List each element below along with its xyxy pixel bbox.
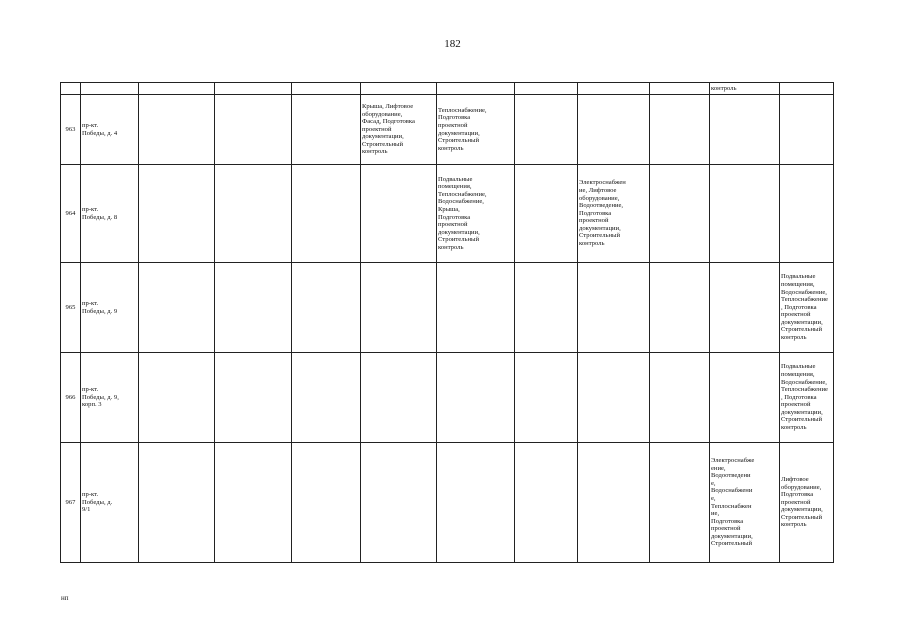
work-cell <box>578 263 650 353</box>
address-cell: пр-кт. Победы, д. 4 <box>81 95 139 165</box>
address-cell: пр-кт. Победы, д. 8 <box>81 165 139 263</box>
work-cell <box>710 263 780 353</box>
repair-schedule-table <box>60 82 834 563</box>
work-cell <box>578 353 650 443</box>
row-number: 963 <box>61 95 81 165</box>
row-number: 965 <box>61 263 81 353</box>
work-cell <box>578 95 650 165</box>
work-cell <box>437 443 515 563</box>
table-row <box>61 443 834 563</box>
work-cell: Подвальные помещения, Теплоснабжение, Водоснабжение, Крыша, Подготовка проектной документации, Строительный контроль <box>437 165 515 263</box>
work-cell: Лифтовое оборудование, Подготовка проектной документации, Строительный контроль <box>780 443 834 563</box>
continuation-cell: контроль <box>710 83 780 95</box>
work-cell <box>780 95 834 165</box>
work-cell <box>710 165 780 263</box>
work-cell <box>780 165 834 263</box>
work-cell: Электроснабжен ие, Лифтовое оборудование, Водоотведение, Подготовка проектной документации, Строительный контроль <box>578 165 650 263</box>
work-cell <box>361 443 437 563</box>
work-cell <box>710 353 780 443</box>
work-cell <box>361 353 437 443</box>
work-cell: Теплоснабжение, Подготовка проектной документации, Строительный контроль <box>437 95 515 165</box>
work-cell <box>710 95 780 165</box>
table-row <box>61 263 834 353</box>
work-cell <box>437 263 515 353</box>
work-cell <box>361 263 437 353</box>
work-cell: Подвальные помещения, Водоснабжение, Теплоснабжение , Подготовка проектной документации, Строительный контроль <box>780 353 834 443</box>
work-cell: Электроснабже ение, Водоотведени е, Водоснабжени е, Теплоснабжен ие, Подготовка проектной документации, Строительный <box>710 443 780 563</box>
table-row <box>61 353 834 443</box>
page-number: 182 <box>444 38 461 50</box>
address-cell: пр-кт. Победы, д. 9/1 <box>81 443 139 563</box>
table-row <box>61 95 834 165</box>
row-number: 967 <box>61 443 81 563</box>
footer-mark: нп <box>61 594 69 602</box>
work-cell <box>361 165 437 263</box>
address-cell: пр-кт. Победы, д. 9, корп. 3 <box>81 353 139 443</box>
work-cell: Крыша, Лифтовое оборудование, Фасад, Подготовка проектной документации, Строительный контроль <box>361 95 437 165</box>
work-cell <box>437 353 515 443</box>
continuation-row <box>61 83 834 95</box>
row-number: 966 <box>61 353 81 443</box>
table-row <box>61 165 834 263</box>
row-number: 964 <box>61 165 81 263</box>
work-cell: Подвальные помещения, Водоснабжение, Теплоснабжение , Подготовка проектной документации, Строительный контроль <box>780 263 834 353</box>
work-cell <box>578 443 650 563</box>
address-cell: пр-кт. Победы, д. 9 <box>81 263 139 353</box>
